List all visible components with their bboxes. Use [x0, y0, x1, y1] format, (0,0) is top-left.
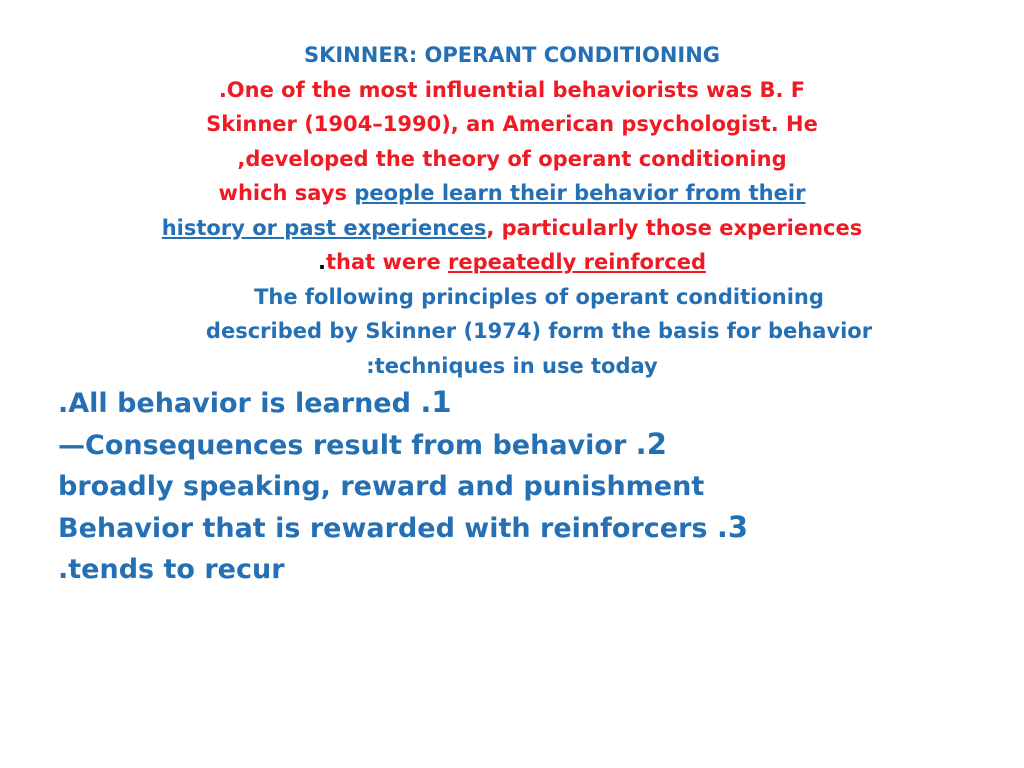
intro-line-1: .One of the most influential behaviorists was B. F	[218, 77, 806, 102]
intro-line-4-underlined: people learn their behavior from their	[354, 181, 806, 205]
intro-line-5-suffix: , particularly those experiences	[486, 215, 863, 240]
list-item-3-continuation: .tends to recur	[58, 554, 285, 585]
list-item-3	[58, 507, 998, 549]
list-item-2-number: .2	[635, 427, 667, 461]
intro-line-6-prefix: that were	[325, 250, 449, 274]
list-item-3-number: .3	[716, 510, 749, 544]
intro-line-6	[100, 245, 924, 280]
intro-line-3: ,developed the theory of operant conditioning	[237, 146, 787, 171]
list-item-2-continuation: broadly speaking, reward and punishment	[58, 471, 705, 502]
intro-text-block	[100, 38, 924, 383]
slide-title: SKINNER: OPERANT CONDITIONING	[303, 43, 721, 67]
principles-line-3: :techniques in use today	[366, 353, 658, 378]
intro-line-6-underlined: repeatedly reinforced	[448, 250, 706, 274]
list-item-1-text: .All behavior is learned	[58, 388, 421, 419]
principles-line-1: The following principles of operant conditioning	[254, 284, 824, 309]
intro-line-4-prefix: which says	[218, 181, 355, 205]
intro-line-2: Skinner (1904–1990), an American psychologist. He	[206, 112, 818, 136]
intro-line-5	[100, 211, 924, 246]
principles-list	[58, 382, 998, 590]
intro-line-5-underlined: history or past experiences	[161, 215, 487, 240]
list-item-2-text: —Consequences result from behavior	[58, 430, 636, 461]
list-item-1	[58, 382, 998, 424]
intro-line-6-dot: .	[318, 250, 326, 274]
list-item-1-number: .1	[420, 385, 452, 419]
intro-line-4	[100, 176, 924, 211]
list-item-2	[58, 424, 998, 466]
principles-line-2: described by Skinner (1974) form the basis for behavior	[205, 319, 873, 343]
list-item-3-text: Behavior that is rewarded with reinforcers	[58, 513, 717, 544]
